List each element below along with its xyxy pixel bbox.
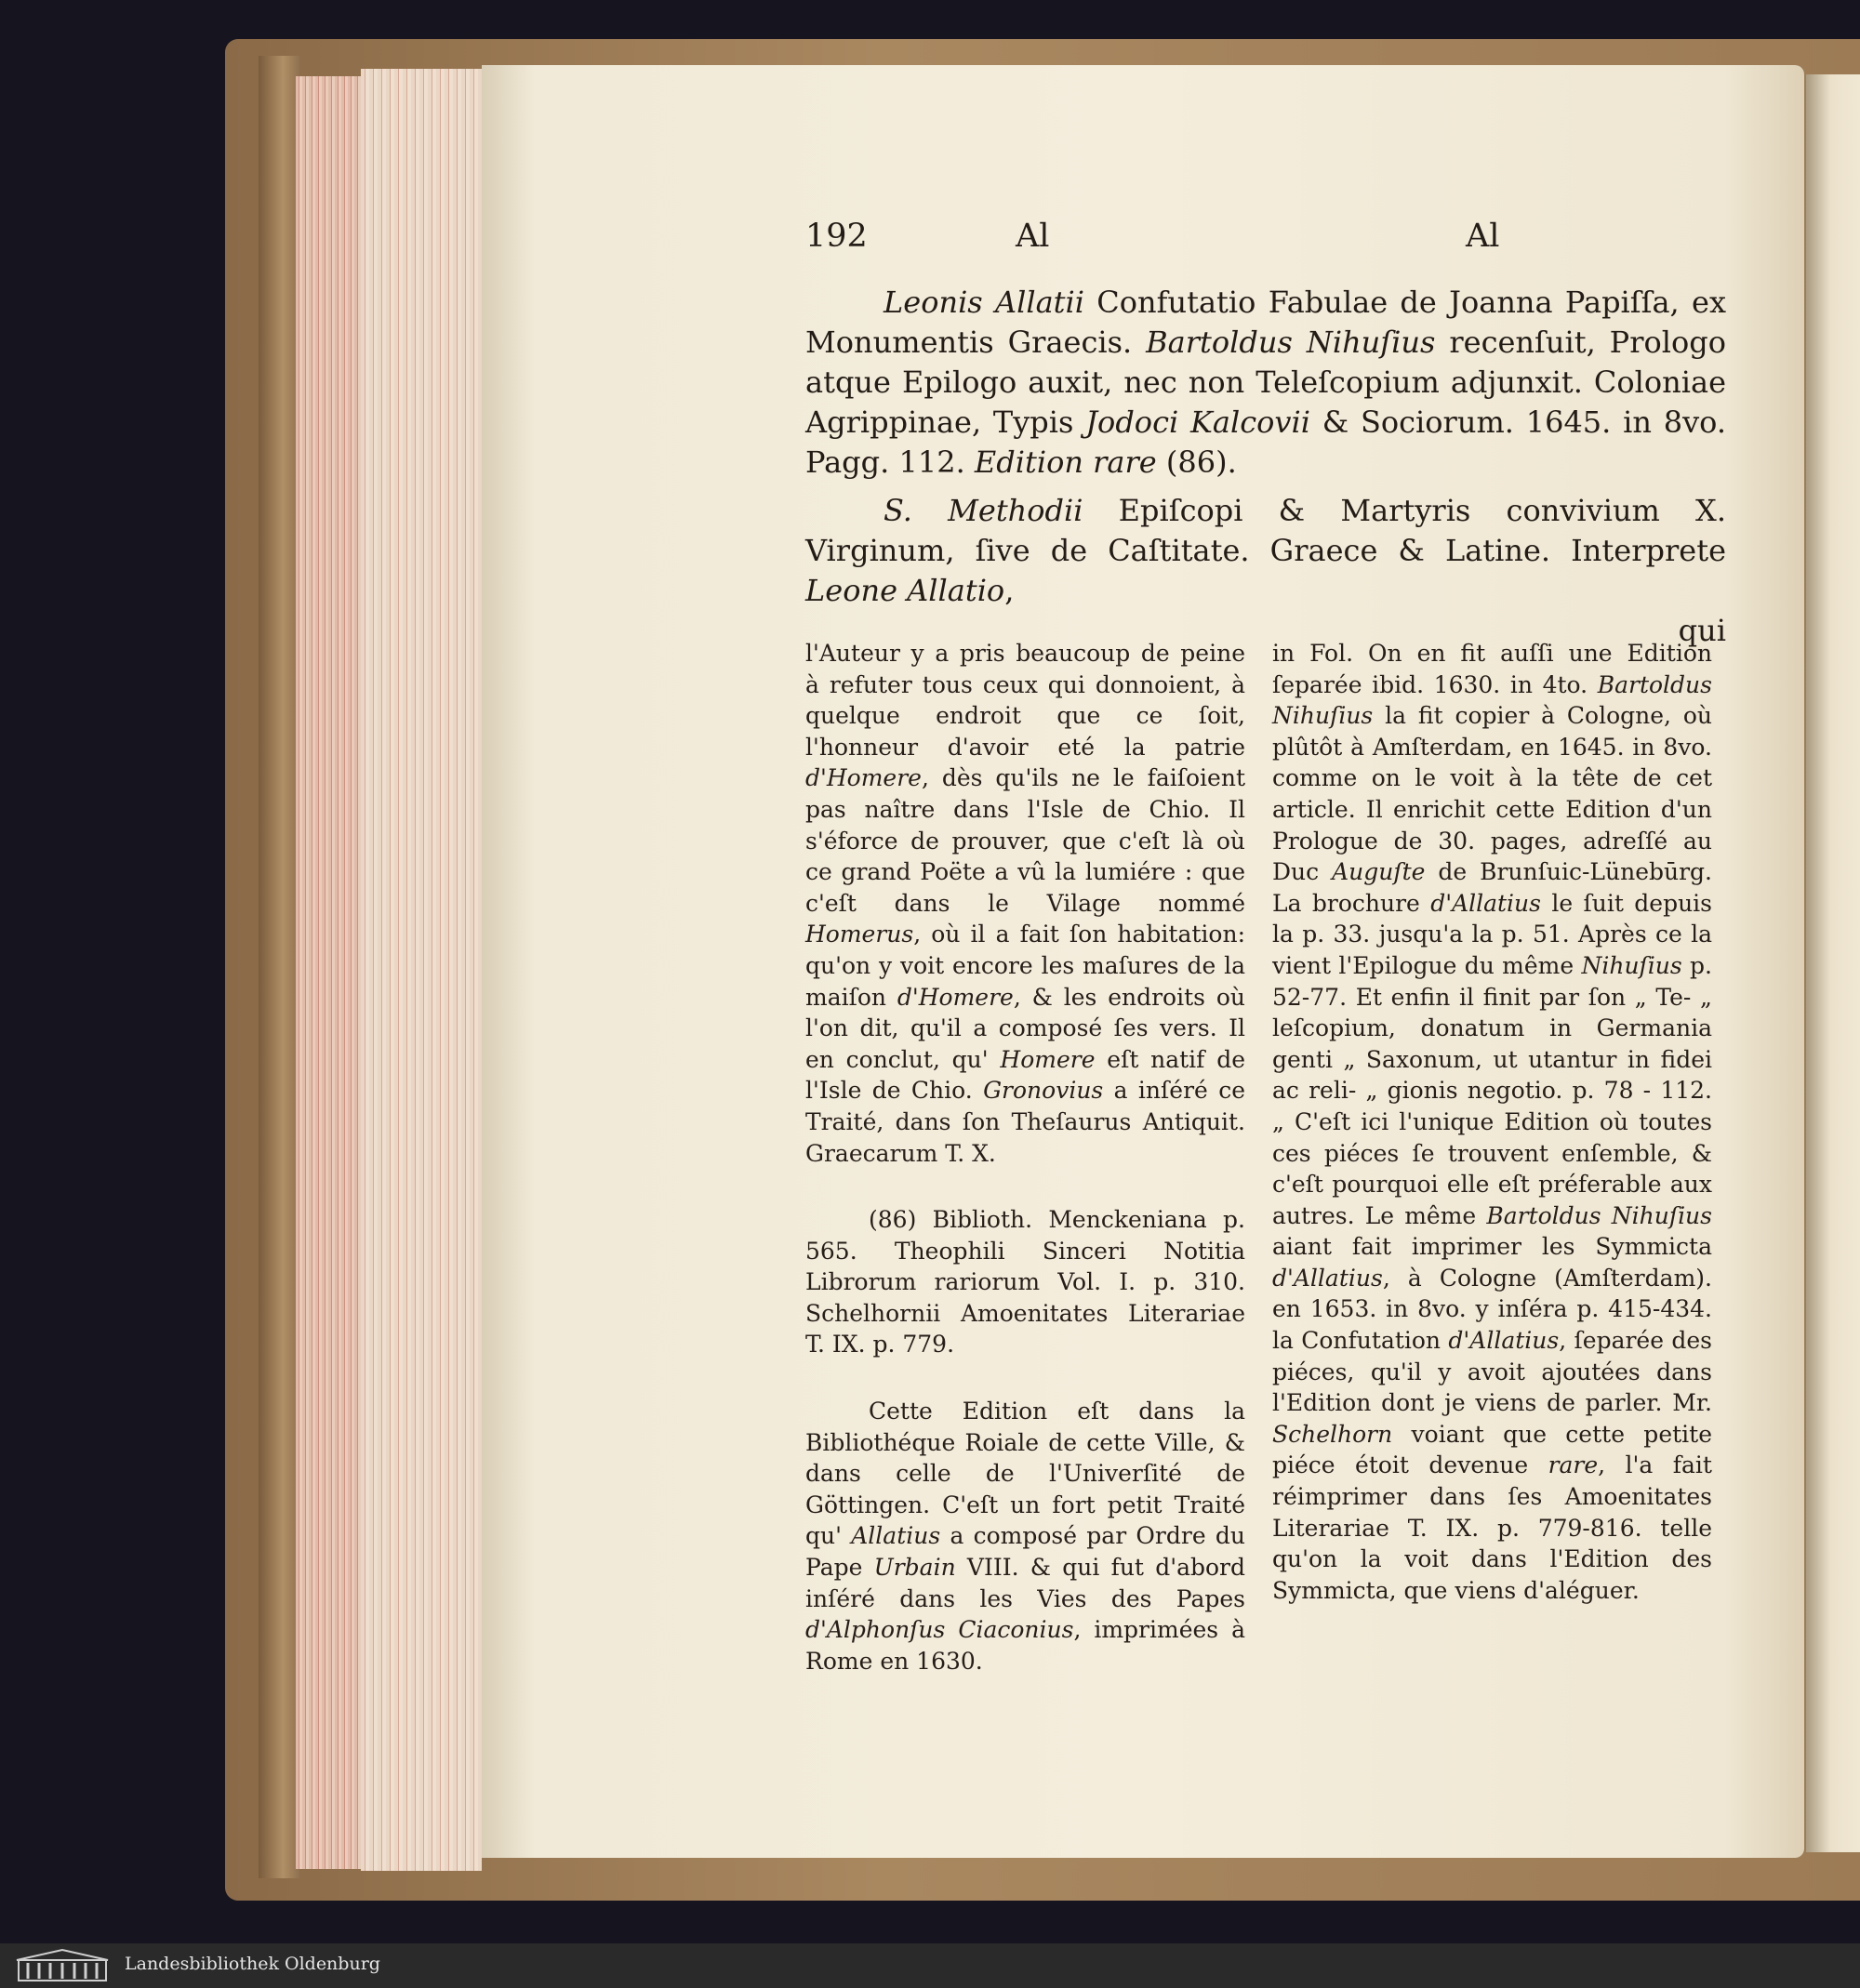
commentary-column-left [805, 638, 1245, 1677]
page-edges-inner [361, 69, 482, 1871]
entry-text: S. Methodii Epiſcopi & Martyris convivium X. Virginum, ſive de Caſtitate. Graece & Latine. Interprete Leone Allatio, [805, 493, 1727, 608]
commentary-paragraph: Cette Edition eſt dans la Bibliothéque Roiale de cette Ville, & dans celle de l'Univerſité de Göttingen. C'eſt un fort petit Traité qu' Allatius a composé par Ordre du Pape Urbain VIII. & qui fut d'abord inſéré dans les Vies des Papes d'Alphonſus Ciaconius, imprimées à Rome en 1630. [805, 1398, 1245, 1675]
editor-name: Bartoldus Nihuſius [1146, 325, 1436, 360]
bibliographic-entry-methodius [805, 491, 1726, 651]
library-name: Landesbibliothek Oldenburg [125, 1954, 380, 1974]
library-building-icon [11, 1947, 113, 1984]
footnote-86: (86) Biblioth. Menckeniana p. 565. Theophili Sinceri Notitia Librorum rariorum Vol. I. p. 310. Schelhornii Amoenitates Literariae T. IX. p. 779. [805, 1206, 1245, 1358]
author-name: Leonis Allatii [884, 285, 1084, 320]
entry-text: Leonis Allatii Confutatio Fabulae de Joanna Papiſſa, ex Monumentis Graecis. Bartoldus Nihuſius recenſuit, Prologo atque Epilogo auxit, nec non Teleſcopium adjunxit. Coloniae Agrippinae, Typis Jodoci Kalcovii & Sociorum. 1645. in 8vo. Pagg. 112. Edition rare (86). [805, 285, 1727, 480]
commentary-paragraph: in Fol. On en fit auſſi une Edition ſeparée ibid. 1630. in 4to. Bartoldus Nihuſius la fit copier à Cologne, où plûtôt à Amſterdam, en 1645. in 8vo. comme on le voit à la tête de cet article. Il enrichit cette Edition d'un Prologue de 30. pages, adreſſé au Duc Auguſte de Brunſuic-Lünebūrg. La brochure d'Allatius le ſuit depuis la p. 33. jusqu'a la p. 51. Après ce la vient l'Epilogue du même Nihuſius p. 52-77. Et enfin il finit par ſon „ Te- „ leſcopium, donatum in Germania genti „ Saxonum, ut utantur in fidei ac reli- „ gionis negotio. p. 78 - 112. „ C'eſt ici l'unique Edition où toutes ces piéces ſe trouvent enſemble, & c'eſt pourquoi elle eſt préferable aux autres. Le même Bartoldus Nihuſius aiant fait imprimer les Symmicta d'Allatius, à Cologne (Amſterdam). en 1653. in 8vo. y inſéra p. 415-434. la Confutation d'Allatius, ſeparée des piéces, qu'il y avoit ajoutées dans l'Edition dont je viens de parler. Mr. Schelhorn voiant que cette petite piéce étoit devenue rare, l'a fait réimprimer dans ſes Amoenitates Literariae T. IX. p. 779-816. telle qu'on la voit dans l'Edition des Symmicta, que viens d'aléguer. [1272, 640, 1713, 1604]
facing-page-edge [1806, 74, 1860, 1852]
commentary-column-right [1272, 638, 1712, 1606]
bibliographic-entry-allatius [805, 283, 1726, 483]
footer-bar [0, 1943, 1860, 1988]
author-name: S. Methodii [884, 493, 1083, 528]
footnote-ref: (86). [1156, 444, 1237, 480]
rarity-note: Edition rare [974, 444, 1157, 480]
printer-name: Jodoci Kalcovii [1085, 404, 1310, 440]
running-head-left: Al [1016, 218, 1050, 255]
catchword: qui [1678, 613, 1726, 648]
commentary-paragraph: l'Auteur y a pris beaucoup de peine à refuter tous ceux qui donnoient, à quelque endroit que ce ſoit, l'honneur d'avoir eté la patrie d'Homere, dès qu'ils ne le faiſoient pas naître dans l'Isle de Chio. Il s'éforce de prouver, que c'eſt là où ce grand Poëte a vû la lumiére : que c'eſt dans le Vilage nommé Homerus, où il a fait ſon habitation: qu'on y voit encore les maſures de la maiſon d'Homere, & les endroits où l'on dit, qu'il a composé ſes vers. Il en conclut, qu' Homere eſt natif de l'Isle de Chio. Gronovius a inſéré ce Traité, dans ſon Theſaurus Antiquit. Graecarum T. X. [805, 640, 1245, 1167]
page-edges-outer [296, 76, 361, 1869]
page-number: 192 [805, 218, 868, 255]
interpreter-name: Leone Allatio [805, 573, 1005, 608]
running-head-right: Al [1466, 218, 1500, 255]
book-spine [259, 56, 299, 1878]
